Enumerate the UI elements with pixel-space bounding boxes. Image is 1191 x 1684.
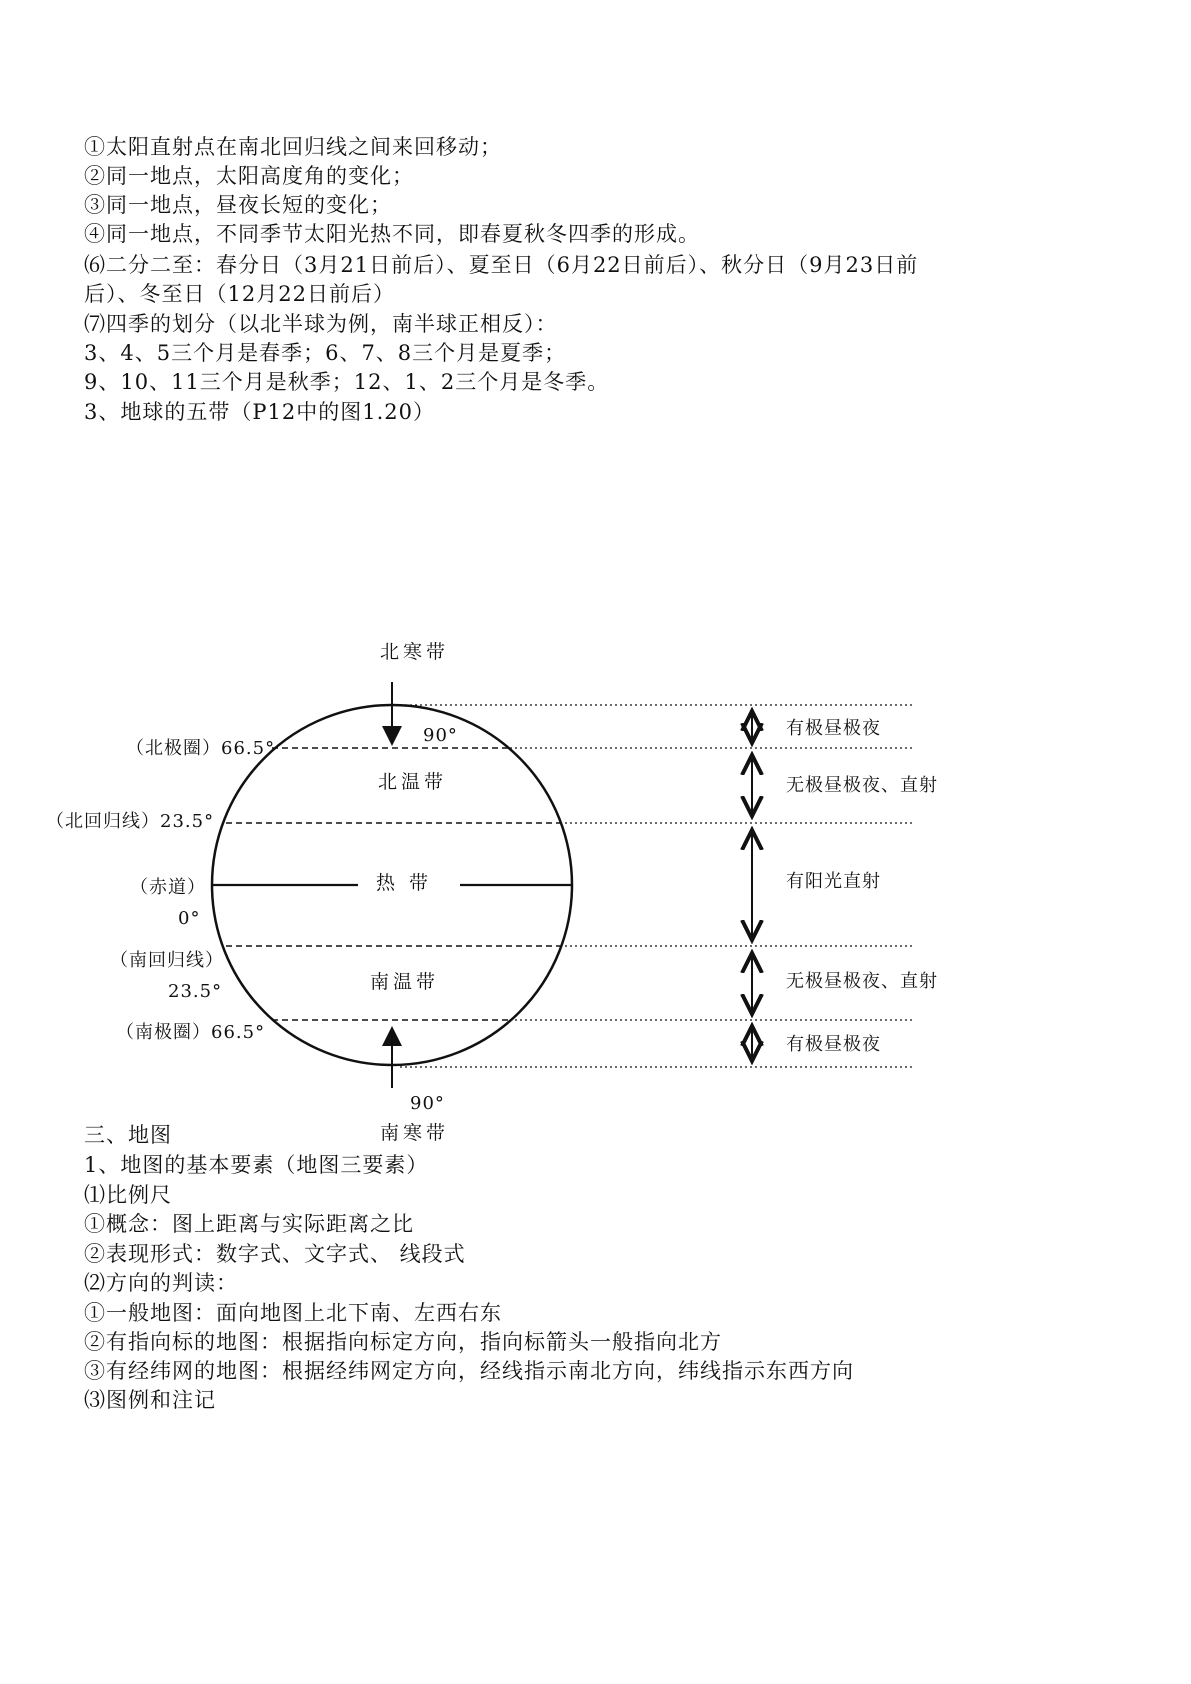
temperate-south-desc: 无极昼极夜、直射 (786, 971, 938, 992)
text-line: 后）、冬至日（12月22日前后） (84, 282, 395, 306)
polar-north-desc: 有极昼极夜 (786, 718, 881, 739)
zone-tropical: 热 带 (376, 872, 433, 894)
arctic-circle-label: （北极圈）66.5° (126, 738, 276, 759)
text-line: ①概念：图上距离与实际距离之比 (84, 1212, 414, 1236)
text-line: 3、4、5三个月是春季；6、7、8三个月是夏季； (84, 341, 567, 365)
antarctic-circle-label: （南极圈）66.5° (116, 1022, 266, 1043)
text-line: ②有指向标的地图：根据指向标定方向，指向标箭头一般指向北方 (84, 1330, 722, 1354)
text-line: 9、10、11三个月是秋季；12、1、2三个月是冬季。 (84, 370, 610, 394)
degree-bottom-label: 90° (410, 1093, 445, 1114)
polar-south-desc: 有极昼极夜 (786, 1034, 881, 1055)
equator-degree-label: 0° (178, 908, 201, 929)
text-line: ③有经纬网的地图：根据经纬网定方向，经线指示南北方向，纬线指示东西方向 (84, 1359, 854, 1383)
tropical-desc: 有阳光直射 (786, 871, 881, 892)
text-line: ④同一地点，不同季节太阳光热不同，即春夏秋冬四季的形成。 (84, 222, 700, 246)
degree-top-label: 90° (423, 725, 458, 746)
text-line: ⑴比例尺 (84, 1183, 172, 1207)
text-line: ⑹二分二至：春分日（3月21日前后）、夏至日（6月22日前后）、秋分日（9月23日前 (84, 253, 919, 277)
zone-north-frigid: 北寒带 (380, 641, 450, 663)
temperate-north-desc: 无极昼极夜、直射 (786, 775, 938, 796)
text-line: ⑶图例和注记 (84, 1388, 216, 1412)
section-heading: 三、地图 (84, 1123, 172, 1147)
text-line: ⑺四季的划分（以北半球为例，南半球正相反）： (84, 312, 558, 336)
zone-south-temperate: 南温带 (370, 971, 440, 993)
text-line: ③同一地点，昼夜长短的变化； (84, 193, 392, 217)
tropic-capricorn-name-label: （南回归线） (110, 950, 224, 971)
text-line: ②同一地点，太阳高度角的变化； (84, 164, 414, 188)
text-line: ①太阳直射点在南北回归线之间来回移动； (84, 135, 502, 159)
text-line: ⑵方向的判读： (84, 1271, 238, 1295)
equator-name-label: （赤道） (130, 877, 206, 898)
zone-south-frigid: 南寒带 (380, 1122, 450, 1144)
text-line: ②表现形式：数字式、文字式、 线段式 (84, 1242, 466, 1266)
text-line: 1、地图的基本要素（地图三要素） (84, 1153, 429, 1177)
zone-north-temperate: 北温带 (378, 771, 448, 793)
text-line: 3、地球的五带（P12中的图1.20） (84, 400, 435, 424)
tropic-capricorn-degree-label: 23.5° (168, 981, 223, 1002)
tropic-cancer-label: （北回归线）23.5° (46, 811, 215, 832)
text-line: ①一般地图：面向地图上北下南、左西右东 (84, 1301, 502, 1325)
